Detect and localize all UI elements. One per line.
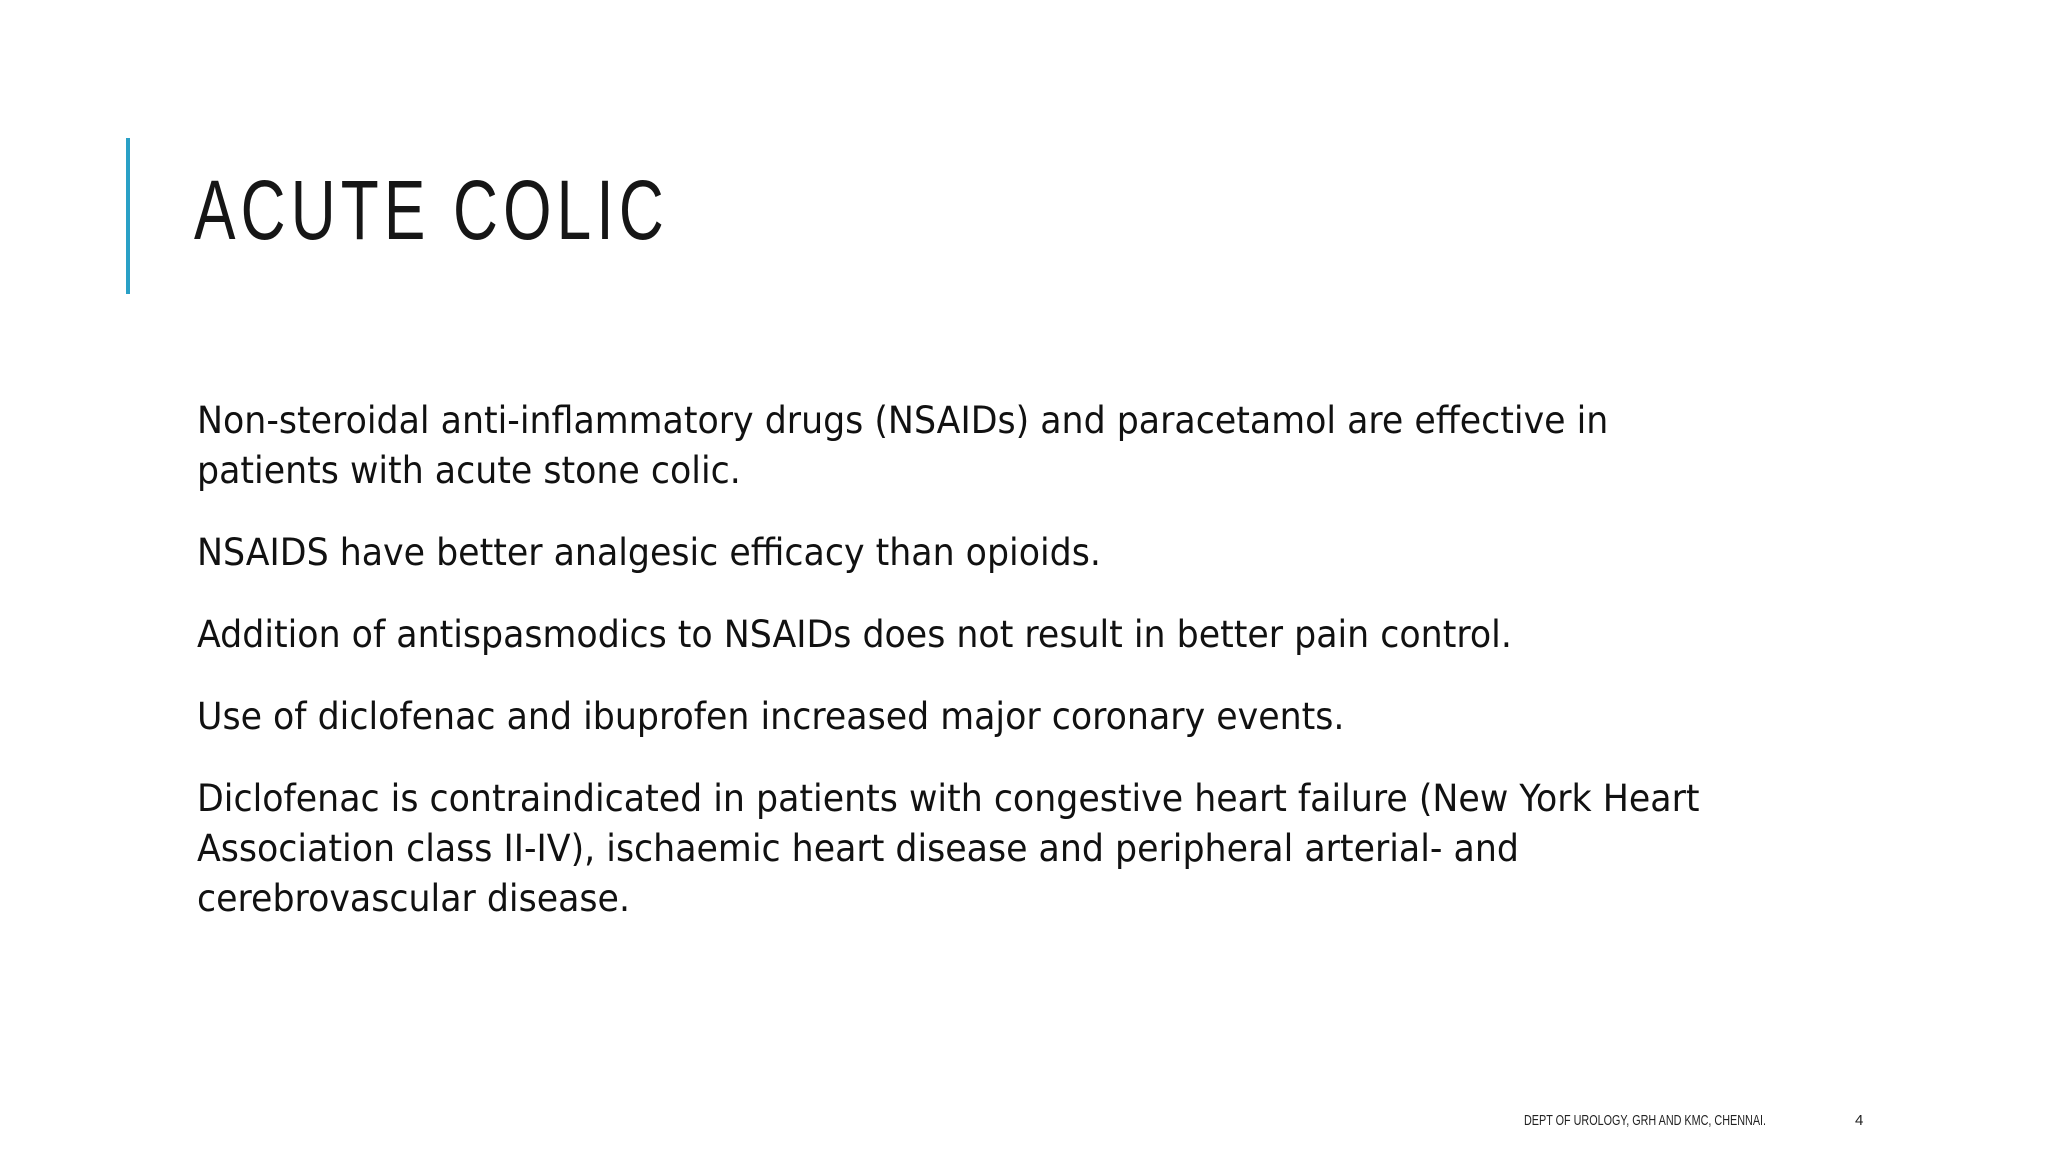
bullet-item: Addition of antispasmodics to NSAIDs does not result in better pain control. [197, 613, 1512, 656]
bullet-item: Non-steroidal anti-inflammatory drugs (NSAIDs) and paracetamol are effective in patients with acute stone colic. [197, 399, 1609, 492]
slide-title: ACUTE COLIC [194, 163, 669, 257]
bullet-item: NSAIDS have better analgesic efficacy than opioids. [197, 531, 1101, 574]
bullet-item: Diclofenac is contraindicated in patients with congestive heart failure (New York Heart Association class II-IV), ischaemic heart disease and peripheral arterial- and cerebrovascular disease. [197, 777, 1700, 920]
bullet-list [197, 396, 1797, 956]
title-accent-bar [126, 138, 130, 294]
page-number: 4 [1855, 1112, 1864, 1129]
footer-text: DEPT OF UROLOGY, GRH AND KMC, CHENNAI. [1524, 1112, 1767, 1129]
bullet-item: Use of diclofenac and ibuprofen increased major coronary events. [197, 695, 1345, 738]
